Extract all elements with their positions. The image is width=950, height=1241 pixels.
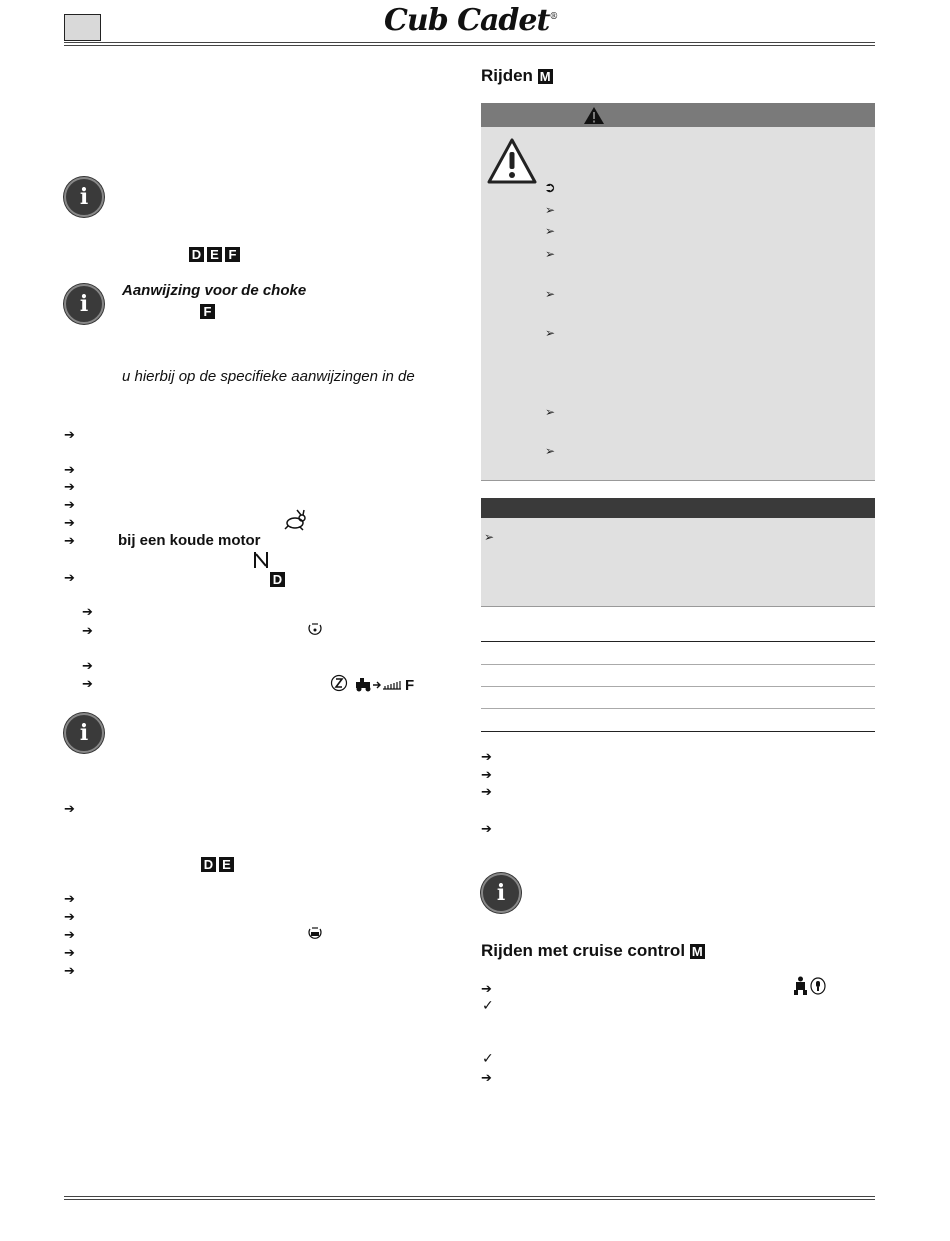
chevron-icon: ➢	[545, 203, 556, 217]
badge-group-de	[201, 856, 237, 874]
arrow-icon: ➔	[64, 462, 75, 477]
arrow-icon: ➔	[64, 515, 75, 530]
badge-f: F	[225, 247, 240, 262]
badge-e: E	[207, 247, 222, 262]
arrow-icon: ➔	[64, 533, 75, 548]
table-rule	[481, 664, 875, 665]
header-rule	[64, 42, 875, 46]
table-rule	[481, 731, 875, 732]
arrow-icon: ➔	[481, 749, 492, 764]
chevron-icon: ➢	[545, 247, 556, 261]
info-icon: i	[64, 284, 104, 324]
choke-title: Aanwijzing voor de choke	[122, 282, 307, 299]
warning-bottom-rule	[481, 480, 875, 481]
arrow-icon: ➔	[64, 427, 75, 442]
chevron-icon: ➢	[545, 326, 556, 340]
note-header-bar	[481, 498, 875, 518]
check-icon: ✓	[482, 1050, 494, 1066]
arrow-icon: ➔	[82, 604, 93, 619]
warning-triangle-large-icon	[486, 137, 538, 185]
choke-badge: F	[200, 303, 218, 321]
badge-m: M	[690, 944, 705, 959]
chevron-icon: ➢	[545, 224, 556, 238]
arrow-icon: ➔	[481, 784, 492, 799]
arrow-icon: ➔	[64, 479, 75, 494]
check-icon: ✓	[482, 997, 494, 1013]
info-icon: i	[64, 713, 104, 753]
note-bottom-rule	[481, 606, 875, 607]
info-icon: i	[64, 177, 104, 217]
ignition-key-icon	[330, 674, 348, 692]
badge-d: D	[189, 247, 204, 262]
specific-note-text: u hierbij op de specifieke aanwijzingen in de	[122, 368, 415, 385]
cruise-control-icon	[792, 976, 828, 996]
arrow-icon: ➔	[64, 909, 75, 924]
chevron-icon: ➢	[545, 444, 556, 458]
cold-engine-label: bij een koude motor	[118, 532, 261, 549]
badge-group-def	[189, 246, 243, 264]
badge-d-step: D	[270, 571, 288, 589]
page-number-box	[64, 14, 101, 41]
section-title-cruise: Rijden met cruise control M	[481, 941, 708, 961]
warning-triangle-small-icon	[583, 106, 605, 125]
table-rule	[481, 708, 875, 709]
brand-name: Cub Cadet	[384, 3, 550, 38]
arrow-icon: ➔	[82, 658, 93, 673]
footer-rule	[64, 1196, 875, 1200]
brand-mark: ®	[549, 12, 558, 22]
arrow-icon: ➔	[64, 801, 75, 816]
arrow-icon: ➔	[64, 891, 75, 906]
start-symbol-icon	[306, 620, 324, 638]
arrow-icon: ➔	[481, 981, 492, 996]
warning-box	[481, 103, 875, 481]
rabbit-fast-icon	[282, 509, 308, 531]
table-rule	[481, 686, 875, 687]
warning-header-bar	[481, 103, 875, 127]
arrow-icon: ➔	[82, 623, 93, 638]
arrow-icon: ➔	[64, 963, 75, 978]
brand-logo	[384, 3, 557, 38]
reset-icon: ➲	[544, 179, 556, 195]
arrow-icon: ➔	[64, 927, 75, 942]
arrow-icon: ➔	[481, 1070, 492, 1085]
info-icon: i	[481, 873, 521, 913]
stop-symbol-icon	[306, 924, 324, 942]
chevron-icon: ➢	[545, 287, 556, 301]
arrow-icon: ➔	[481, 821, 492, 836]
badge-m: M	[538, 69, 553, 84]
arrow-icon: ➔	[64, 570, 75, 585]
table-rule	[481, 641, 875, 642]
section-title-rijden: Rijden M	[481, 66, 556, 86]
arrow-icon: ➔	[481, 767, 492, 782]
arrow-icon: ➔	[64, 945, 75, 960]
mower-speed-icon	[355, 676, 403, 692]
f-label: F	[405, 677, 415, 694]
arrow-icon: ➔	[82, 676, 93, 691]
choke-icon	[253, 551, 269, 569]
arrow-icon: ➔	[64, 497, 75, 512]
badge-e: E	[219, 857, 234, 872]
chevron-icon: ➢	[545, 405, 556, 419]
badge-d: D	[201, 857, 216, 872]
chevron-icon: ➢	[484, 530, 495, 544]
